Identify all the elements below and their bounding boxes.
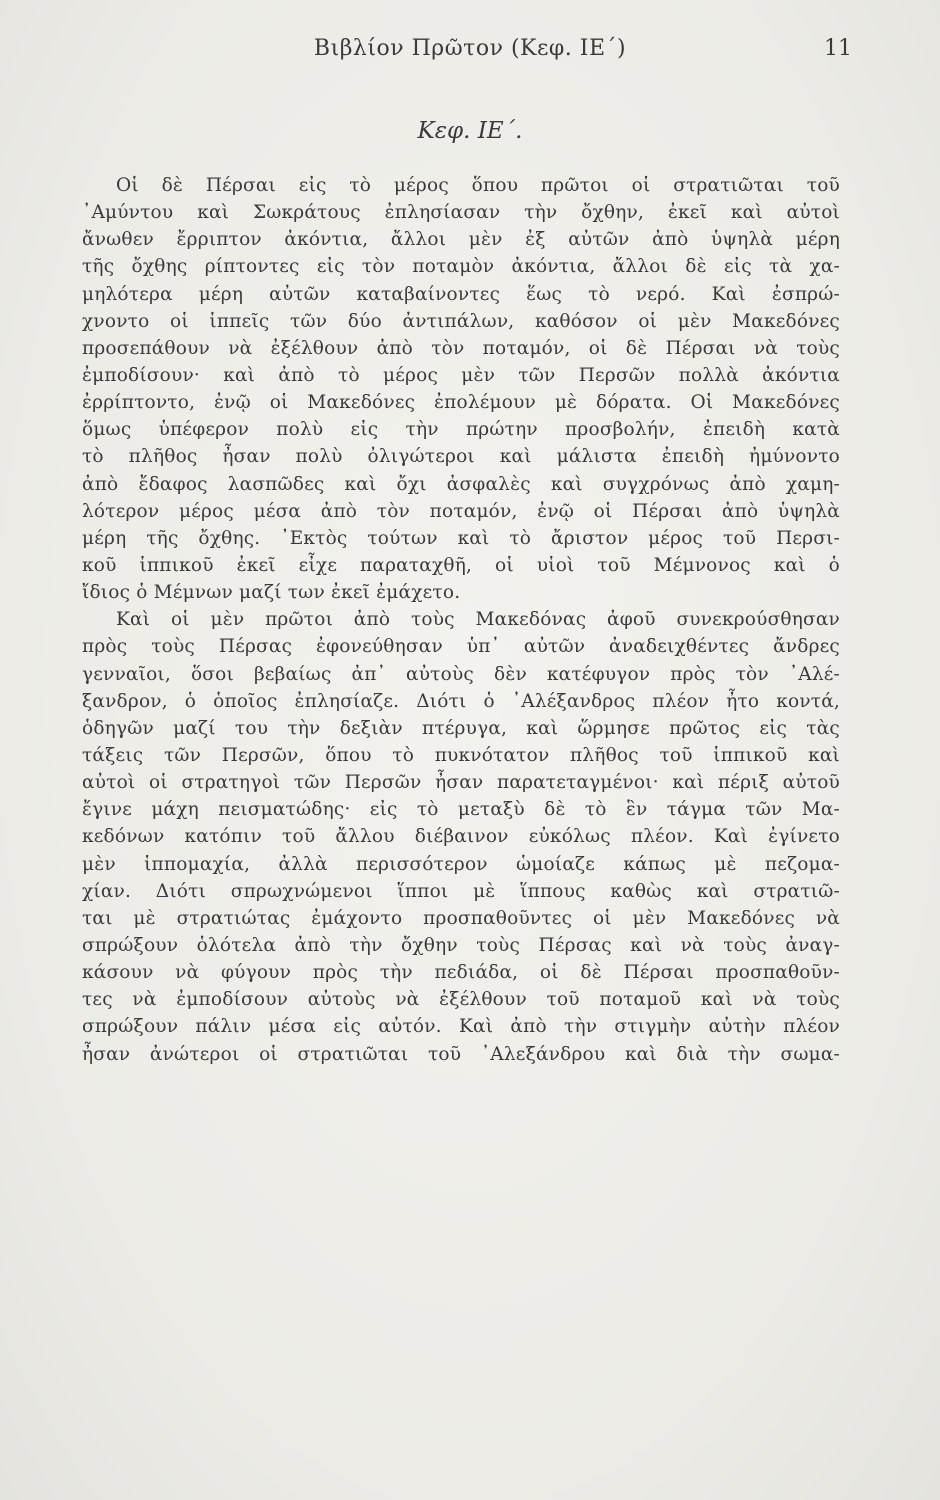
text-line: ἀπὸ ἔδαφος λασπῶδες καὶ ὄχι ἀσφαλὲς καὶ συγχρόνως ἀπὸ χαμη- (82, 473, 840, 495)
text-line: αὐτοὶ οἱ στρατηγοὶ τῶν Περσῶν ἦσαν παρατεταγμένοι· καὶ πέριξ αὐτοῦ (82, 772, 840, 794)
text-line: λότερον μέρος μέσα ἀπὸ τὸν ποταμόν, ἐνῷ οἱ Πέρσαι ἀπὸ ὑψηλὰ (82, 500, 840, 522)
text-line: Οἱ δὲ Πέρσαι εἰς τὸ μέρος ὅπου πρῶτοι οἱ στρατιῶται τοῦ (116, 175, 840, 196)
text-line: ἐμποδίσουν· καὶ ἀπὸ τὸ μέρος μὲν τῶν Περσῶν πολλὰ ἀκόντια (82, 364, 840, 386)
text-line: Καὶ οἱ μὲν πρῶτοι ἀπὸ τοὺς Μακεδόνας ἀφοῦ συνεκρούσθησαν (116, 609, 840, 631)
text-line: ᾿Αμύντου καὶ Σωκράτους ἐπλησίασαν τὴν ὄχθην, ἐκεῖ καὶ αὐτοὶ (82, 202, 840, 224)
text-line: σπρώξουν πάλιν μέσα εἰς αὐτόν. Καὶ ἀπὸ τὴν στιγμὴν αὐτὴν πλέον (82, 1016, 840, 1038)
text-line: ξανδρον, ὁ ὁποῖος ἐπλησίαζε. Διότι ὁ ᾿Αλέξανδρος πλέον ἦτο κοντά, (82, 690, 840, 712)
text-line: τάξεις τῶν Περσῶν, ὅπου τὸ πυκνότατον πλῆθος τοῦ ἱππικοῦ καὶ (82, 744, 840, 766)
chapter-heading: Κεφ. ΙΕ΄. (417, 118, 523, 144)
text-line: μηλότερα μέρη αὐτῶν καταβαίνοντες ἕως τὸ νερό. Καὶ ἐσπρώ- (82, 283, 840, 305)
text-line: ἄνωθεν ἔρριπτον ἀκόντια, ἄλλοι μὲν ἐξ αὐτῶν ἀπὸ ὑψηλὰ μέρη (82, 229, 840, 251)
text-line: ἦσαν ἀνώτεροι οἱ στρατιῶται τοῦ ᾿Αλεξάνδρου καὶ διὰ τὴν σωμα- (82, 1043, 840, 1065)
text-line: τες νὰ ἐμποδίσουν αὐτοὺς νὰ ἐξέλθουν τοῦ ποταμοῦ καὶ νὰ τοὺς (82, 989, 840, 1011)
text-line: ἔγινε μάχη πεισματώδης· εἰς τὸ μεταξὺ δὲ τὸ ἓν τάγμα τῶν Μα- (82, 799, 840, 821)
text-line: ἴδιος ὁ Μέμνων μαζί των ἐκεῖ ἐμάχετο. (82, 582, 461, 604)
text-line: ἐρρίπτοντο, ἐνῷ οἱ Μακεδόνες ἐπολέμουν μὲ δόρατα. Οἱ Μακεδόνες (82, 392, 840, 414)
text-line: μέρη τῆς ὄχθης. ᾿Εκτὸς τούτων καὶ τὸ ἄριστον μέρος τοῦ Περσι- (82, 527, 840, 549)
text-line: σπρώξουν ὁλότελα ἀπὸ τὴν ὄχθην τοὺς Πέρσας καὶ νὰ τοὺς ἀναγ- (82, 934, 840, 956)
text-line: κοῦ ἱππικοῦ ἐκεῖ εἶχε παραταχθῆ, οἱ υἱοὶ τοῦ Μέμνονος καὶ ὁ (82, 554, 840, 576)
text-line: ὅμως ὑπέφερον πολὺ εἰς τὴν πρώτην προσβολήν, ἐπειδὴ κατὰ (82, 419, 840, 441)
text-line: τῆς ὄχθης ρίπτοντες εἰς τὸν ποταμὸν ἀκόντια, ἄλλοι δὲ εἰς τὰ χα- (82, 256, 840, 278)
text-line: χίαν. Διότι σπρωχνώμενοι ἵπποι μὲ ἵππους καθὼς καὶ στρατιῶ- (82, 880, 840, 902)
text-line: πρὸς τοὺς Πέρσας ἐφονεύθησαν ὑπ᾿ αὐτῶν ἀναδειχθέντες ἄνδρες (82, 636, 840, 658)
text-line: κεδόνων κατόπιν τοῦ ἄλλου διέβαινον εὐκόλως πλέον. Καὶ ἐγίνετο (82, 826, 840, 848)
text-line: ται μὲ στρατιώτας ἐμάχοντο προσπαθοῦντες οἱ μὲν Μακεδόνες νὰ (82, 907, 840, 929)
page-number: 11 (824, 36, 852, 61)
text-line: προσεπάθουν νὰ ἐξέλθουν ἀπὸ τὸν ποταμόν, οἱ δὲ Πέρσαι νὰ τοὺς (82, 337, 840, 359)
body-text (82, 172, 840, 1068)
text-line: χνοντο οἱ ἱππεῖς τῶν δύο ἀντιπάλων, καθόσον οἱ μὲν Μακεδόνες (82, 310, 840, 332)
text-line: κάσουν νὰ φύγουν πρὸς τὴν πεδιάδα, οἱ δὲ Πέρσαι προσπαθοῦν- (82, 962, 840, 984)
running-title: Βιβλίον Πρῶτον (Κεφ. ΙΕ΄) (313, 36, 627, 61)
text-line: γενναῖοι, ὅσοι βεβαίως ἀπ᾿ αὐτοὺς δὲν κατέφυγον πρὸς τὸν ᾿Αλέ- (82, 663, 840, 685)
running-header (0, 36, 940, 68)
text-line: τὸ πλῆθος ἦσαν πολὺ ὀλιγώτεροι καὶ μάλιστα ἐπειδὴ ἠμύνοντο (82, 446, 840, 468)
text-line: μὲν ἱππομαχία, ἀλλὰ περισσότερον ὡμοίαζε κάπως μὲ πεζομα- (82, 853, 840, 875)
text-line: ὁδηγῶν μαζί του τὴν δεξιὰν πτέρυγα, καὶ ὥρμησε πρῶτος εἰς τὰς (82, 717, 840, 739)
